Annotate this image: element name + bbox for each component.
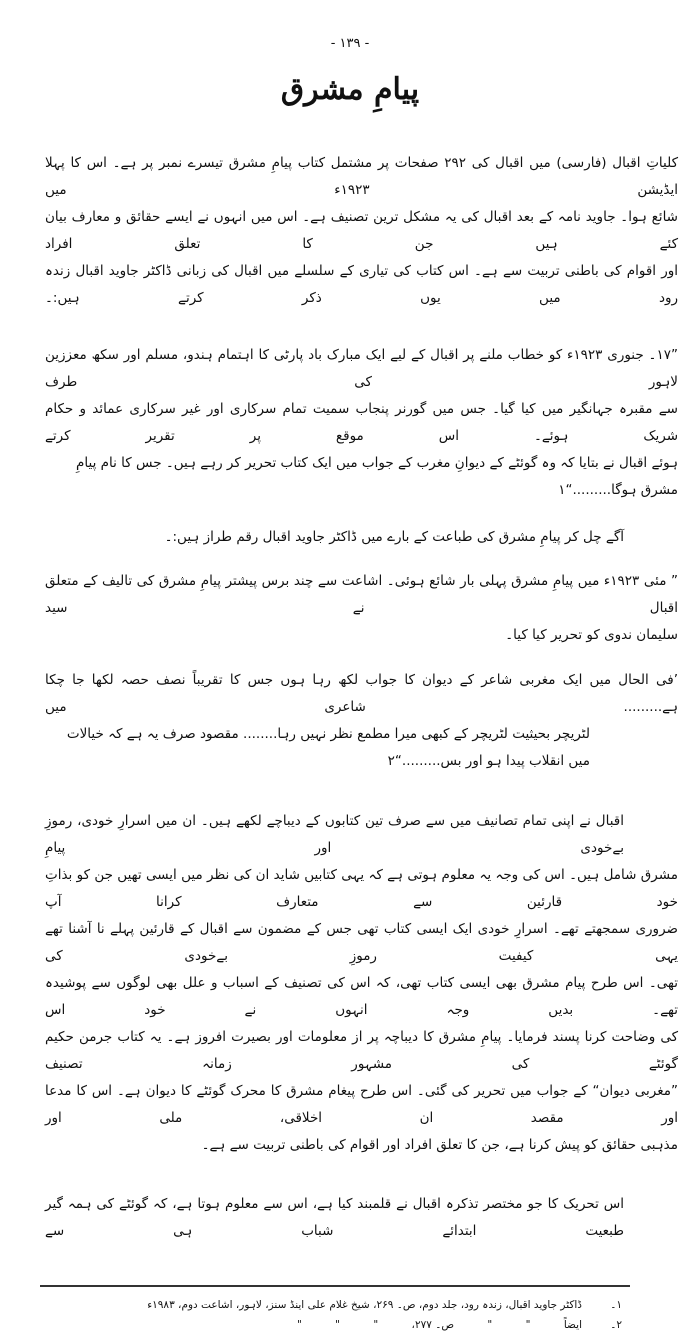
footnote-text: ڈاکٹر جاوید اقبال، زندہ رود، جلد دوم، ص۔ ۲۶۹، شیخ غلام علی اینڈ سنز، لاہور، اشاعت دوم، ۱۹۸۳ء — [147, 1299, 582, 1311]
text-line: شائع ہوا۔ جاوید نامہ کے بعد اقبال کی یہ مشکل ترین تصنیف ہے۔ اس میں انہوں نے ایسے حقائق و معارف بیان کئے ہیں جن کا تعلق افراد — [45, 209, 678, 252]
footnote-text: ایضاً " " ص۔ ۲۷۷، " " " — [296, 1319, 582, 1331]
text-line: سلیمان ندوی کو تحریر کیا کیا۔ — [505, 627, 678, 643]
text-line: ہوئے اقبال نے بتایا کہ وہ گوئٹے کے دیوانِ مغرب کے جواب میں ایک کتاب تحریر کر رہے ہیں۔ جس کا نام پیامِ مشرق ہوگا.........“۱ — [76, 455, 678, 498]
paragraph-3 — [45, 524, 678, 551]
text-line: ضروری سمجھتے تھے۔ اسرارِ خودی ایک ایسی کتاب تھی جس کے مضمون سے اقبال کے قارئین پہلے نا آشنا تھے یہی کیفیت رموزِ بےخودی کی — [45, 921, 678, 964]
quote-paragraph-4 — [45, 568, 678, 649]
text-line: ”مغربی دیوان“ کے جواب میں تحریر کی گئی۔ اس طرح پیغام مشرق کا محرک گوئٹے کا دیوان ہے۔ اس کا مدعا اور مقصد ان اخلاقی، ملی اور — [45, 1083, 678, 1126]
text-line: اور اقوام کی باطنی تربیت سے ہے۔ اس کتاب کی تیاری کے سلسلے میں اقبال کی زبانی ڈاکٹر جاوید اقبال زندہ رود میں یوں ذکر کرتے ہیں:۔ — [45, 263, 678, 306]
footnote-number: ۱۔ — [610, 1299, 622, 1311]
text-line: ’فی الحال میں ایک مغربی شاعر کے دیوان کا جواب لکھ رہا ہوں جس کا تقریباً نصف حصہ لکھا جا چکا ہے......... شاعری میں — [45, 672, 678, 715]
page-number: - ۱۳۹ - — [330, 36, 370, 51]
quote-paragraph-5 — [45, 667, 678, 775]
footnote-divider — [40, 1285, 630, 1287]
text-line: کلیاتِ اقبال (فارسی) میں اقبال کی ۲۹۲ صفحات پر مشتمل کتاب پیامِ مشرق تیسرے نمبر پر ہے۔ اس کا پہلا ایڈیشن ۱۹۲۳ء میں — [45, 155, 678, 198]
footnote — [40, 1295, 630, 1315]
text-line: مذہبی حقائق کو پیش کرنا ہے، جن کا تعلق افراد اور اقوام کی باطنی تربیت سے ہے۔ — [201, 1137, 678, 1153]
chapter-title: پیامِ مشرق — [280, 72, 420, 107]
text-line: ”۱۷۔ جنوری ۱۹۲۳ء کو خطاب ملنے پر اقبال کے لیے ایک مبارک باد پارٹی کا اہتمام ہندو، مسلم اور سکھ معززین لاہور کی طرف — [45, 347, 678, 390]
footnote — [40, 1315, 630, 1335]
text-line: آگے چل کر پیامِ مشرق کی طباعت کے بارے میں ڈاکٹر جاوید اقبال رقم طراز ہیں:۔ — [164, 529, 624, 545]
paragraph-6 — [45, 808, 678, 1159]
text-line: مشرق شامل ہیں۔ اس کی وجہ یہ معلوم ہوتی ہے کہ یہی کتابیں شاید ان کی نظر میں ایسی تھیں جن کو بذاتِ خود قارئین سے متعارف کرانا آپ — [45, 867, 678, 910]
paragraph-7 — [45, 1191, 678, 1245]
text-line: تھی۔ اس طرح پیام مشرق بھی ایسی کتاب تھی، کہ اس کی تصنیف کے اسباب و علل بھی لوگوں سے پوشیدہ تھے۔ بدیں وجہ انہوں نے خود اس — [45, 975, 678, 1018]
text-line: کی وضاحت کرنا پسند فرمایا۔ پیامِ مشرق کا دیباچہ پر از معلومات اور بصیرت افروز ہے۔ یہ کتاب جرمن حکیم گوئٹے کی مشہور زمانہ تصنیف — [45, 1029, 678, 1072]
text-line: سے مقبرہ جہانگیر میں کیا گیا۔ جس میں گورنر پنجاب سمیت تمام سرکاری اور غیر سرکاری عمائد و حکام شریک ہوئے۔ اس موقع پر تقریر کرتے — [45, 401, 678, 444]
text-line: لٹریچر بحیثیت لٹریچر کے کبھی میرا مطمع نظر نہیں رہا........ مقصود صرف یہ ہے کہ خیالات میں انقلاب پیدا ہو اور بس.........“۲ — [66, 726, 590, 769]
quote-paragraph-2 — [45, 342, 678, 504]
paragraph-1 — [45, 150, 678, 312]
text-line: اس تحریک کا جو مختصر تذکرہ اقبال نے قلمبند کیا ہے، اس سے معلوم ہوتا ہے، کہ گوئٹے کی ہمہ گیر طبعیت ابتدائے شباب ہی سے — [45, 1196, 624, 1239]
page-body — [45, 150, 678, 1245]
text-line: اقبال نے اپنی تمام تصانیف میں سے صرف تین کتابوں کے دیباچے لکھے ہیں۔ ان میں اسرارِ خودی، رموزِ بےخودی اور پیامِ — [45, 813, 624, 856]
footnotes — [40, 1295, 630, 1335]
footnote-number: ۲۔ — [610, 1319, 622, 1331]
text-line: ” مئی ۱۹۲۳ء میں پیامِ مشرق پہلی بار شائع ہوئی۔ اشاعت سے چند برس پیشتر پیامِ مشرق کی تالیف کے متعلق اقبال نے سید — [45, 573, 678, 616]
